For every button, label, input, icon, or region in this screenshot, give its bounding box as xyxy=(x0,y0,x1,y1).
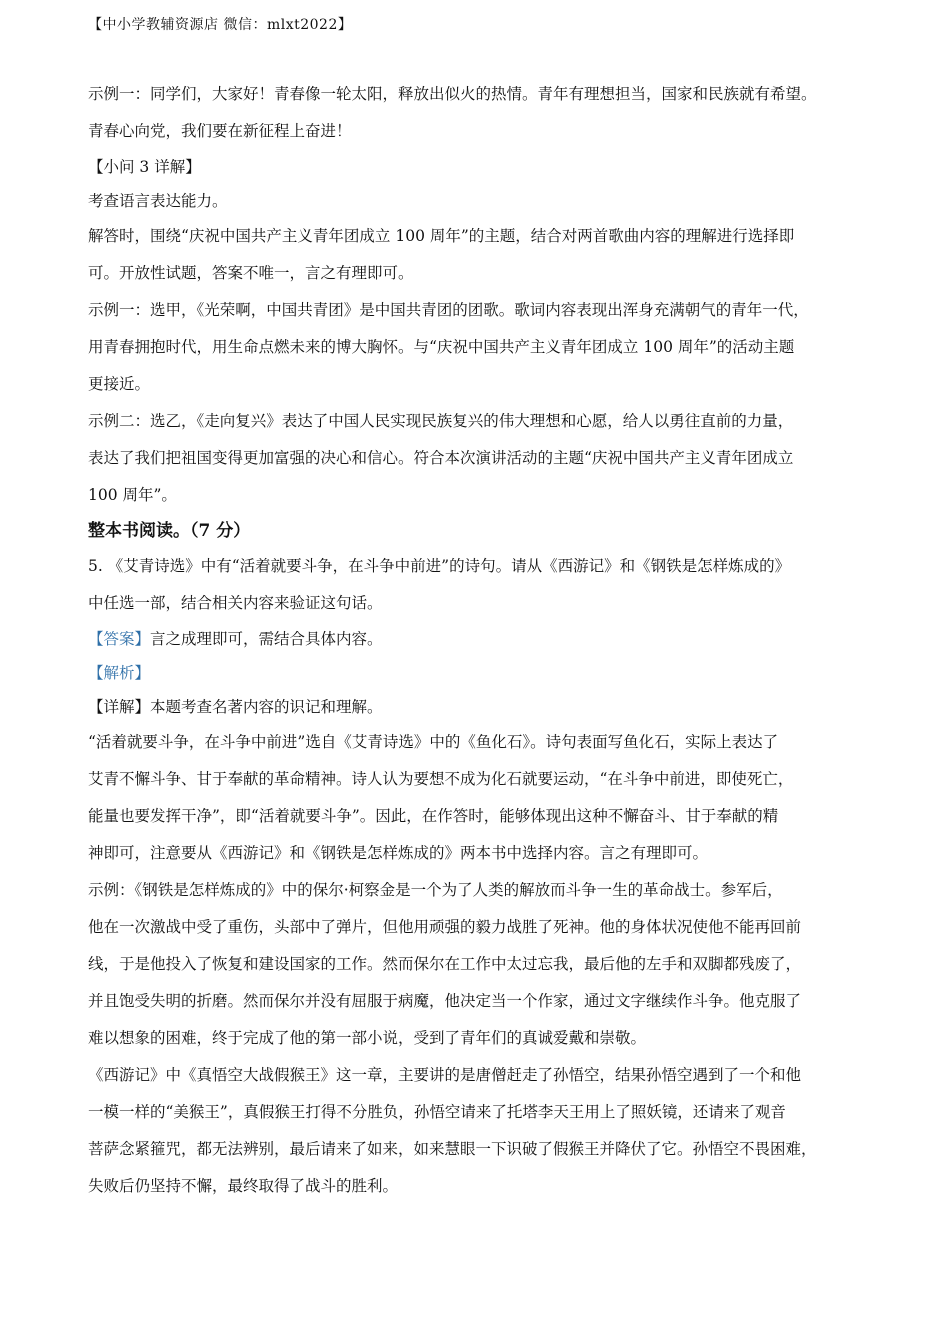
paragraph-line: 用青春拥抱时代，用生命点燃未来的博大胸怀。与“庆祝中国共产主义青年团成立 100 周年”的活动主题 xyxy=(88,338,795,356)
answer-text: 言之成理即可，需结合具体内容。 xyxy=(150,630,383,648)
paragraph-line: 一模一样的“美猴王”，真假猴王打得不分胜负，孙悟空请来了托塔李天王用上了照妖镜，还请来了观音 xyxy=(88,1103,786,1121)
paragraph-line: 菩萨念紧箍咒，都无法辨别，最后请来了如来，如来慧眼一下识破了假猴王并降伏了它。孙悟空不畏困难， xyxy=(88,1140,817,1158)
paragraph-line: 《西游记》中《真悟空大战假猴王》这一章，主要讲的是唐僧赶走了孙悟空，结果孙悟空遇到了一个和他 xyxy=(88,1066,802,1084)
paragraph-line: 可。开放性试题，答案不唯一，言之有理即可。 xyxy=(88,264,414,282)
paragraph-line: 难以想象的困难，终于完成了他的第一部小说，受到了青年们的真诚爱戴和崇敬。 xyxy=(88,1029,647,1047)
paragraph-line: 示例二：选乙，《走向复兴》表达了中国人民实现民族复兴的伟大理想和心愿，给人以勇往直前的力量， xyxy=(88,412,794,430)
page-header: 【中小学教辅资源店 微信：mlxt2022】 xyxy=(88,17,353,33)
paragraph-line: 线，于是他投入了恢复和建设国家的工作。然而保尔在工作中太过忘我，最后他的左手和双脚都残废了， xyxy=(88,955,802,973)
paragraph-line: 能量也要发挥干净”，即“活着就要斗争”。因此，在作答时，能够体现出这种不懈奋斗、甘于奉献的精 xyxy=(88,807,779,825)
paragraph-line: 示例一：同学们，大家好！青春像一轮太阳，释放出似火的热情。青年有理想担当，国家和民族就有希望。 xyxy=(88,85,817,103)
question-line: 中任选一部，结合相关内容来验证这句话。 xyxy=(88,594,383,612)
section-title: 整本书阅读。（7 分） xyxy=(88,521,251,541)
paragraph-line: 并且饱受失明的折磨。然而保尔并没有屈服于病魔，他决定当一个作家，通过文字继续作斗争。他克服了 xyxy=(88,992,802,1010)
detail-text: 本题考查名著内容的识记和理解。 xyxy=(150,698,383,716)
paragraph-line: 考查语言表达能力。 xyxy=(88,192,228,210)
paragraph-line: 神即可，注意要从《西游记》和《钢铁是怎样炼成的》两本书中选择内容。言之有理即可。 xyxy=(88,844,709,862)
analysis-label: 【解析】 xyxy=(88,664,151,682)
paragraph-line: 失败后仍坚持不懈，最终取得了战斗的胜利。 xyxy=(88,1177,399,1195)
paragraph-line: 艾青不懈斗争、甘于奉献的革命精神。诗人认为要想不成为化石就要运动，“在斗争中前进，即使死亡， xyxy=(88,770,794,788)
paragraph-line: 示例：《钢铁是怎样炼成的》中的保尔·柯察金是一个为了人类的解放而斗争一生的革命战士。参军后， xyxy=(88,881,783,899)
question-line: 5. 《艾青诗选》中有“活着就要斗争，在斗争中前进”的诗句。请从《西游记》和《钢铁是怎样炼成的》 xyxy=(88,557,791,575)
detail-line xyxy=(88,690,878,724)
answer-label: 【答案】 xyxy=(88,630,151,648)
paragraph-line: 更接近。 xyxy=(88,375,151,393)
content xyxy=(88,76,878,1205)
paragraph-line: 解答时，围绕“庆祝中国共产主义青年团成立 100 周年”的主题，结合对两首歌曲内容的理解进行选择即 xyxy=(88,227,795,245)
paragraph-line: 示例一：选甲，《光荣啊，中国共青团》是中国共青团的团歌。歌词内容表现出浑身充满朝气的青年一代， xyxy=(88,301,809,319)
paragraph-line: 100 周年”。 xyxy=(88,486,177,504)
q3-heading: 【小问 3 详解】 xyxy=(88,158,201,176)
detail-label: 【详解】 xyxy=(88,698,151,716)
paragraph-line: 他在一次激战中受了重伤，头部中了弹片，但他用顽强的毅力战胜了死神。他的身体状况使他不能再回前 xyxy=(88,918,802,936)
paragraph-line: 表达了我们把祖国变得更加富强的决心和信心。符合本次演讲活动的主题“庆祝中国共产主义青年团成立 xyxy=(88,449,794,467)
answer-line xyxy=(88,622,878,656)
paragraph-line: 青春心向党，我们要在新征程上奋进！ xyxy=(88,122,352,140)
paragraph-line: “活着就要斗争，在斗争中前进”选自《艾青诗选》中的《鱼化石》。诗句表面写鱼化石，实际上表达了 xyxy=(88,733,779,751)
